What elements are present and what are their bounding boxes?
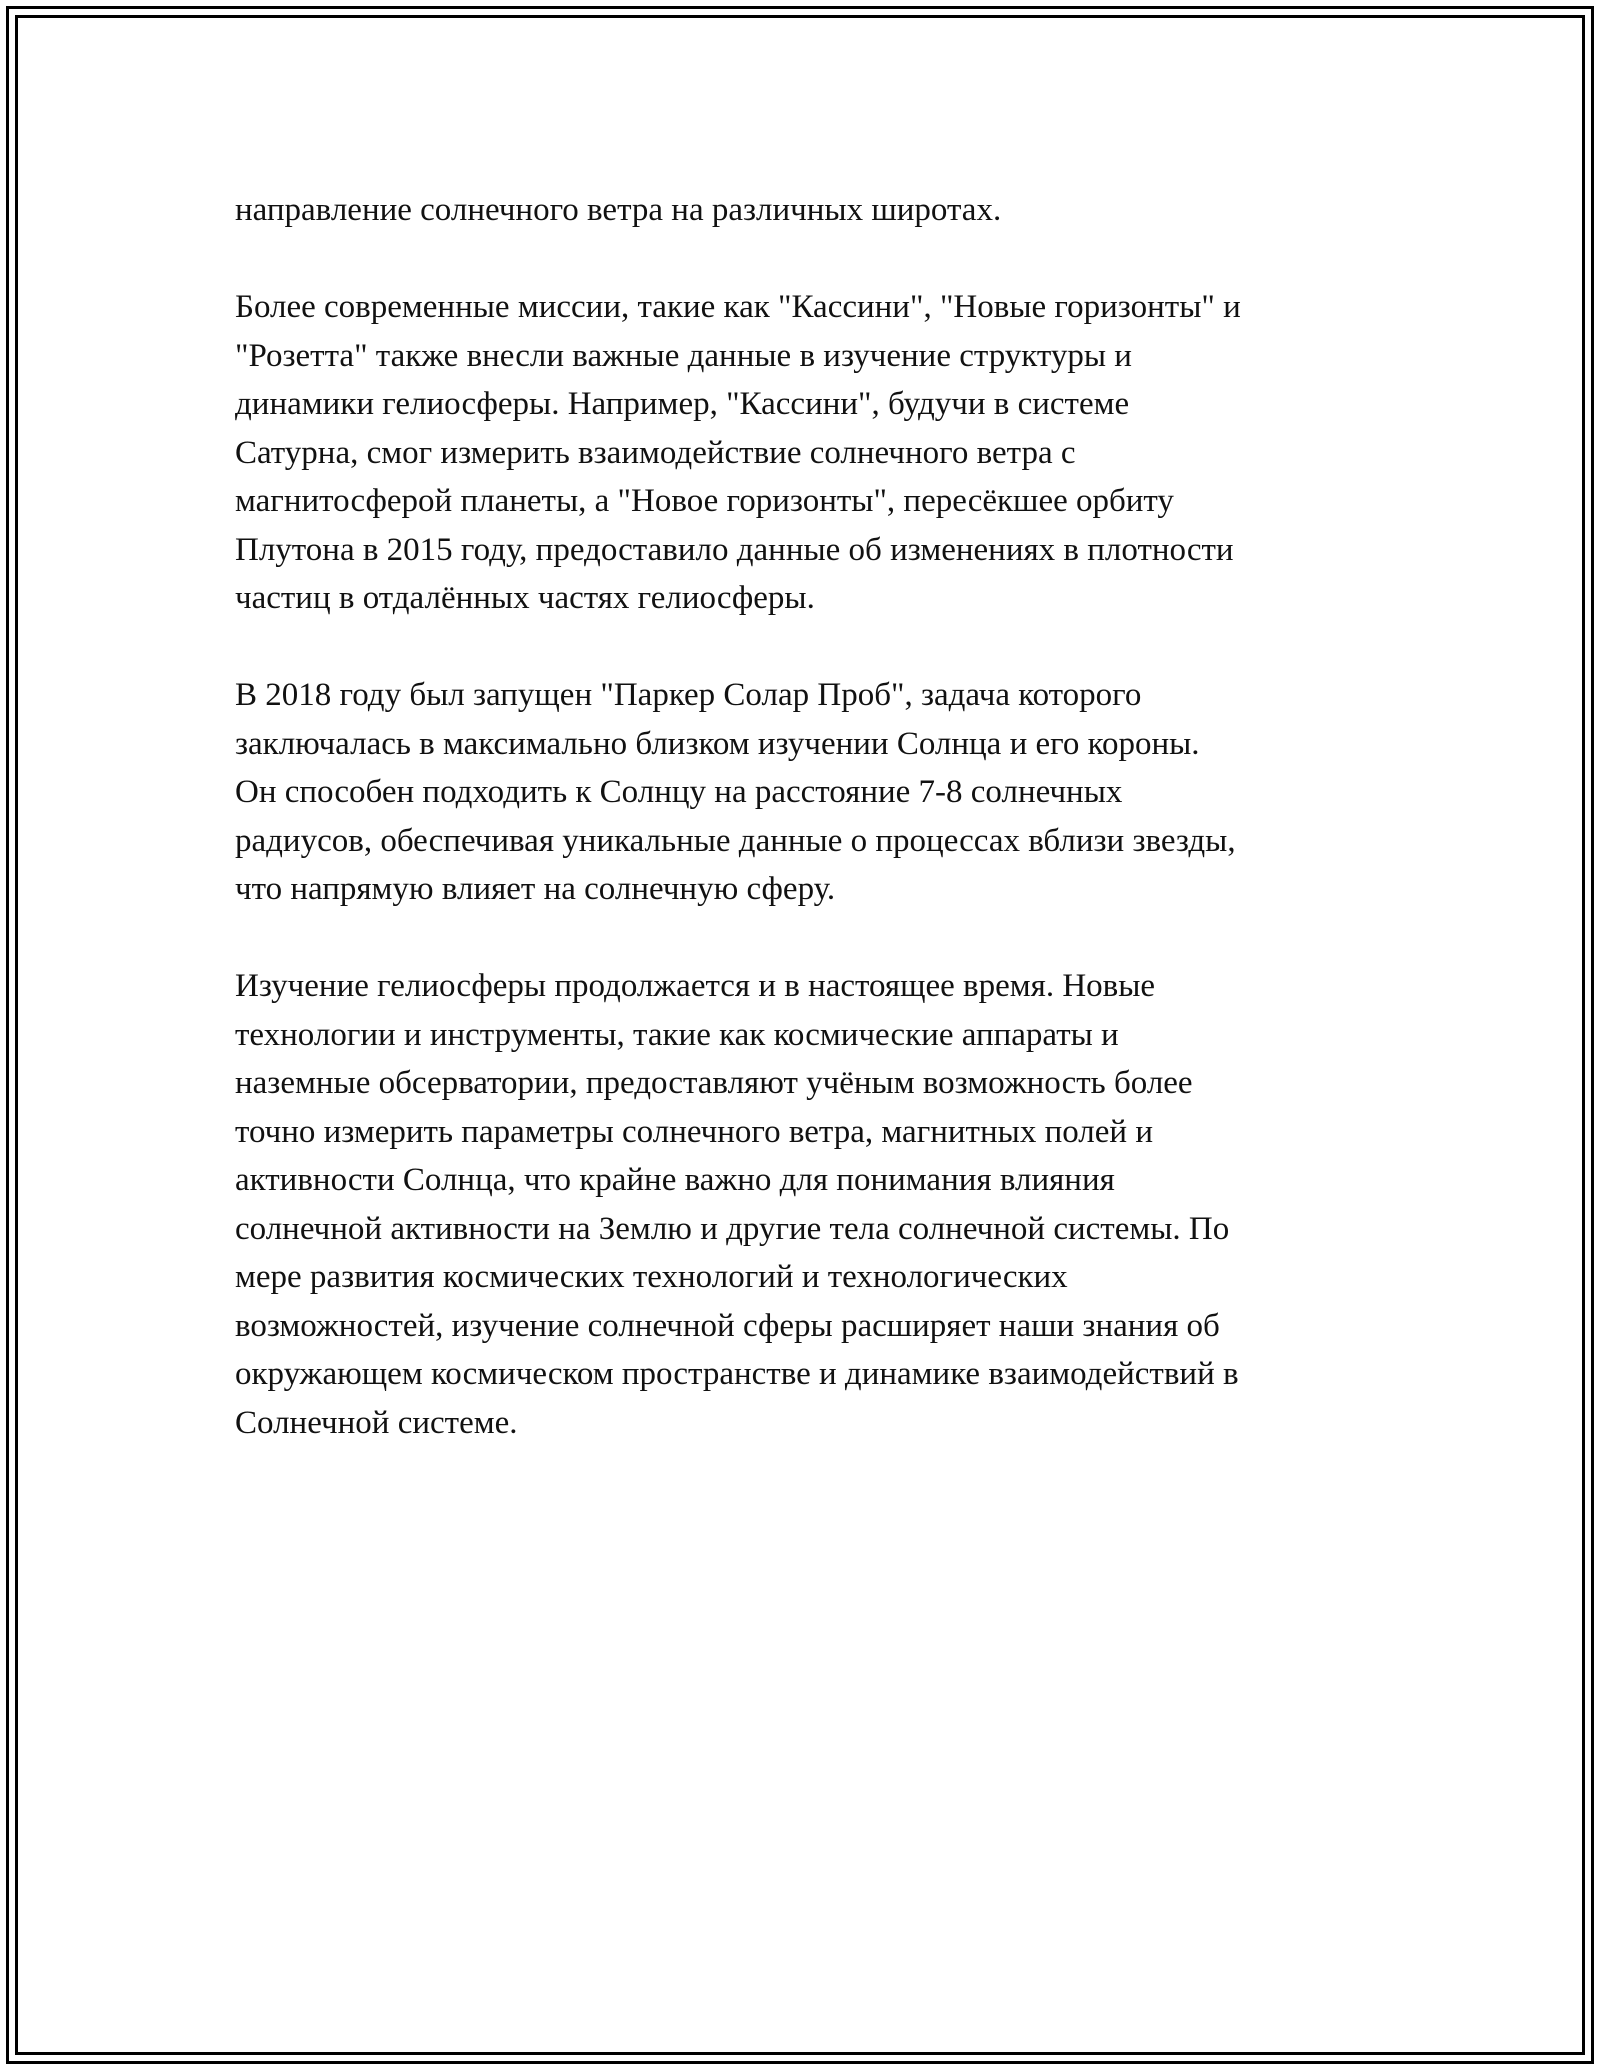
text-line: "Розетта" также внесли важные данные в изучение структуры и	[235, 337, 1132, 374]
text-line: заключалась в максимально близком изучении Солнца и его короны.	[235, 725, 1200, 762]
text-line: возможностей, изучение солнечной сферы расширяет наши знания об	[235, 1307, 1220, 1344]
text-line: направление солнечного ветра на различных широтах.	[235, 192, 1002, 228]
paragraph-3	[235, 671, 1375, 914]
text-line: наземные обсерватории, предоставляют учёным возможность более	[235, 1065, 1193, 1101]
text-line: солнечной активности на Землю и другие тела солнечной системы. По	[235, 1210, 1230, 1247]
document-body	[235, 186, 1375, 1496]
text-line: частиц в отдалённых частях гелиосферы.	[235, 580, 815, 616]
paragraph-2	[235, 283, 1375, 623]
text-line: технологии и инструменты, такие как космические аппараты и	[235, 1016, 1119, 1053]
text-line: Плутона в 2015 году, предоставило данные об изменениях в плотности	[235, 531, 1234, 568]
paragraph-4	[235, 962, 1375, 1447]
paragraph-1	[235, 186, 1375, 235]
text-line: активности Солнца, что крайне важно для понимания влияния	[235, 1162, 1115, 1198]
text-line: динамики гелиосферы. Например, "Кассини", будучи в системе	[235, 386, 1130, 422]
text-line: окружающем космическом пространстве и динамике взаимодействий в	[235, 1356, 1239, 1392]
text-line: радиусов, обеспечивая уникальные данные о процессах вблизи звезды,	[235, 822, 1236, 859]
text-line: В 2018 году был запущен "Паркер Солар Проб", задача которого	[235, 677, 1142, 713]
text-line: Сатурна, смог измерить взаимодействие солнечного ветра с	[235, 434, 1076, 471]
text-line: мере развития космических технологий и технологических	[235, 1259, 1068, 1295]
text-line: Изучение гелиосферы продолжается и в настоящее время. Новые	[235, 968, 1156, 1004]
text-line: что напрямую влияет на солнечную сферу.	[235, 871, 836, 907]
text-line: Солнечной системе.	[235, 1404, 518, 1441]
text-line: точно измерить параметры солнечного ветра, магнитных полей и	[235, 1113, 1153, 1150]
text-line: Более современные миссии, такие как "Кассини", "Новые горизонты" и	[235, 289, 1241, 325]
text-line: Он способен подходить к Солнцу на расстояние 7-8 солнечных	[235, 774, 1123, 810]
text-line: магнитосферой планеты, а "Новое горизонты", пересёкшее орбиту	[235, 483, 1174, 519]
